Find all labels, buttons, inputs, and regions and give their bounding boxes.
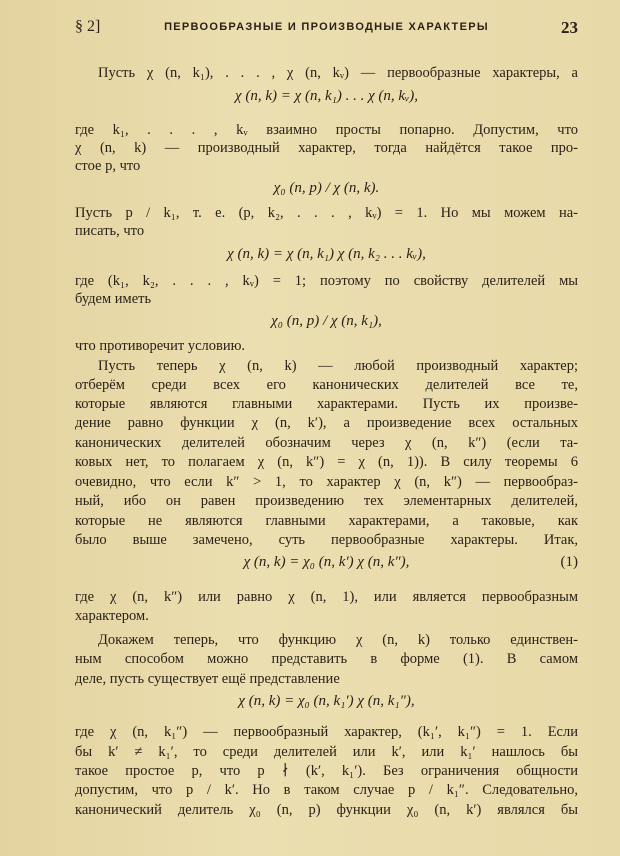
text-line: Пусть p / k₁, т. е. (p, k₂, . . . , kᵥ) = 1. Но мы можем на- xyxy=(75,205,578,221)
text-line: Докажем теперь, что функцию χ (n, k) только единствен- xyxy=(98,632,578,648)
text-line: что противоречит условию. xyxy=(75,338,246,354)
text-line: χ (n, k) — производный характер, тогда найдётся такое про- xyxy=(75,140,578,156)
formula: χ (n, k) = χ (n, k₁) χ (n, k₂ . . . kᵥ), xyxy=(227,246,426,262)
text-line: где χ (n, k₁″) — первообразный характер, (k₁′, k₁″) = 1. Если xyxy=(75,724,578,740)
formula: χ (n, k) = χ₀ (n, k₁′) χ (n, k₁″), xyxy=(238,693,415,709)
formula-1 xyxy=(75,554,578,571)
text-line: отберём среди всех его канонических делителей все те, xyxy=(75,377,578,393)
text-line: допустим, что p / k′. Но в таком случае p / k₁″. Следовательно, xyxy=(75,782,578,798)
text-line: писать, что xyxy=(75,223,145,239)
text-line: где χ (n, k″) или равно χ (n, 1), или является первообразным xyxy=(75,589,578,605)
text-line: стое p, что xyxy=(75,158,141,174)
formula: χ (n, k) = χ (n, k₁) . . . χ (n, kᵥ), xyxy=(234,88,419,104)
text-line: было выше замечено, суть первообразные характеры. Итак, xyxy=(75,532,578,548)
text-line: где k₁, . . . , kᵥ взаимно просты попарно. Допустим, что xyxy=(75,122,578,138)
text-line: Пусть χ (n, k₁), . . . , χ (n, kᵥ) — первообразные характеры, а xyxy=(98,65,578,81)
text-line: ковых нет, то полагаем χ (n, k″) = χ (n, 1)). В силу теоремы 6 xyxy=(75,454,578,470)
text-line: Пусть теперь χ (n, k) — любой производный характер; xyxy=(98,358,578,374)
formula: χ (n, k) = χ₀ (n, k′) χ (n, k″), xyxy=(243,554,410,570)
text-line: которые являются главными характерами. Пусть их произве- xyxy=(75,396,578,412)
formula: χ₀ (n, p) / χ (n, k₁), xyxy=(271,313,382,329)
text-line: такое простое p, что p ∤ (k′, k₁′). Без ограничения общности xyxy=(75,763,578,779)
text-line: бы k′ ≠ k₁′, то среди делителей или k′, или k₁′ нашлось бы xyxy=(75,744,578,760)
text-line: ным способом можно представить в форме (1). В самом xyxy=(75,651,578,667)
text-line: канонических делителей обозначим через χ (n, k″) (если та- xyxy=(75,435,578,451)
text-line: деле, пусть существует ещё представление xyxy=(75,671,340,687)
text-line: канонический делитель χ₀ (n, p) функции χ₀ (n, k′) являлся бы xyxy=(75,802,578,818)
equation-number: (1) xyxy=(560,554,578,570)
text-line: где (k₁, k₂, . . . , kᵥ) = 1; поэтому по свойству делителей мы xyxy=(75,273,578,289)
section-marker: § 2] xyxy=(75,18,101,35)
text-line: будем иметь xyxy=(75,291,152,307)
text-line: ный, ибо он равен произведению тех элементарных делителей, xyxy=(75,493,578,509)
formula: χ₀ (n, p) / χ (n, k). xyxy=(273,180,380,196)
text-line: дение равно функции χ (n, k′), а произведение всех остальных xyxy=(75,415,578,431)
text-line: которые не являются главными характерами, а таковые, как xyxy=(75,513,578,529)
running-header xyxy=(75,18,578,40)
chapter-title: ПЕРВООБРАЗНЫЕ И ПРОИЗВОДНЫЕ ХАРАКТЕРЫ xyxy=(164,21,489,33)
text-line: очевидно, что если k″ > 1, то характер χ (n, k″) — первообраз- xyxy=(75,474,578,490)
page-number: 23 xyxy=(561,18,578,37)
text-line: характером. xyxy=(75,608,149,624)
